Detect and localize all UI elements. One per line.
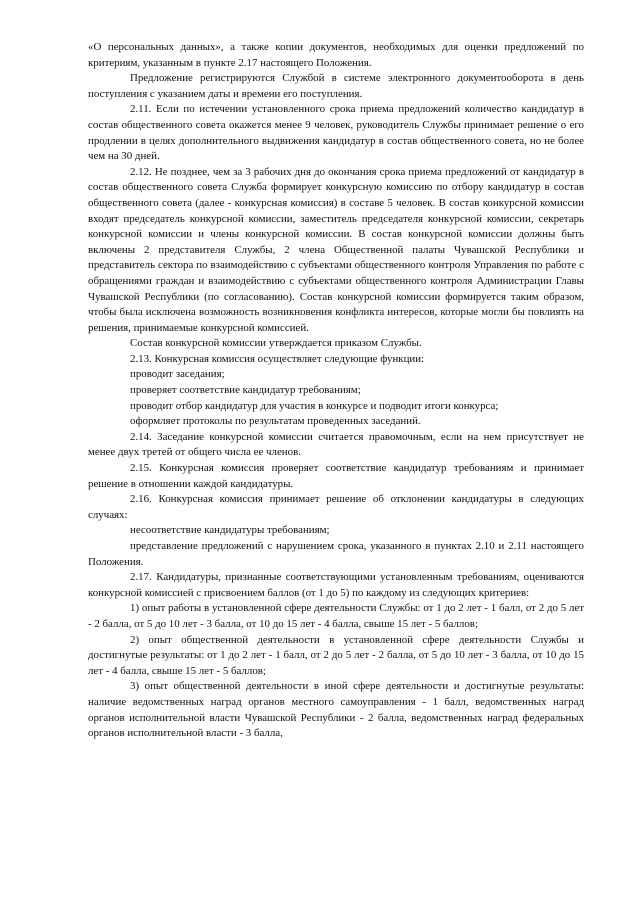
paragraph: Предложение регистрируются Службой в системе электронного документооборота в день поступления с указанием даты и времени его поступления. — [88, 72, 584, 100]
paragraph: 2.13. Конкурсная комиссия осуществляет следующие функции: — [130, 352, 425, 365]
paragraph: 3) опыт общественной деятельности в иной сфере деятельности и достигнутые результаты: наличие ведомственных наград органов местного самоуправления - 1 балл, ведомственных наград органов исполнительной власти Чувашской Республики - 2 балла, ведомственных наград федеральных органов исполнительной власти - 3 балла, — [88, 680, 584, 740]
document-page — [88, 40, 584, 742]
paragraph: 2.11. Если по истечении установленного срока приема предложений количество кандидатур в состав общественного совета окажется менее 9 человек, руководитель Службы принимает решение о его продлении в целях дополнительного выдвижения кандидатур в состав общественного совета, но не более чем на 30 дней. — [88, 103, 584, 163]
paragraph: Состав конкурсной комиссии утверждается приказом Службы. — [130, 337, 422, 350]
paragraph: 2.16. Конкурсная комиссия принимает решение об отклонении кандидатуры в следующих случаях: — [88, 493, 584, 521]
paragraph: 2.15. Конкурсная комиссия проверяет соответствие кандидатур требованиям и принимает решение в отношении каждой кандидатуры. — [88, 462, 584, 490]
paragraph: 2.14. Заседание конкурсной комиссии считается правомочным, если на нем присутствует не менее двух третей от общего числа ее членов. — [88, 430, 584, 459]
paragraph: 2) опыт общественной деятельности в установленной сфере деятельности Службы и достигнутые результаты: от 1 до 2 лет - 1 балл, от 2 до 5 лет - 2 балла, от 5 до 10 лет - 3 балла, от 10 до 15 лет - 4 балла, свыше 15 лет - 5 баллов; — [88, 633, 584, 677]
paragraph: несоответствие кандидатуры требованиям; — [130, 524, 330, 537]
paragraph: «О персональных данных», а также копии документов, необходимых для оценки предложений по критериям, указанным в пункте 2.17 настоящего Положения. — [88, 41, 584, 69]
paragraph: 2.12. Не позднее, чем за 3 рабочих дня до окончания срока приема предложений от кандидатур в состав общественного совета Служба формирует конкурсную комиссию по отбору кандидатур в состав общественного совета (далее - конкурсная комиссия) в составе 5 человек. В состав конкурсной комиссии входят председатель конкурсной комиссии, заместитель председателя конкурсной комиссии, секретарь конкурсной комиссии и члены конкурсной комиссии. В состав конкурсной комиссии должны быть включены 2 представителя Службы, 2 члена Общественной палаты Чувашской Республики и представитель сектора по взаимодействию с субъектами общественного контроля Управления по работе с обращениями граждан и взаимодействию с субъектами общественного контроля Администрации Главы Чувашской Республики (по согласованию). Состав конкурсной комиссии формируется таким образом, чтобы была исключена возможность возникновения конфликта интересов, которые могли бы повлиять на решения, принимаемые конкурсной комиссией. — [88, 165, 584, 334]
paragraph: оформляет протоколы по результатам проведенных заседаний. — [130, 415, 421, 428]
paragraph: представление предложений с нарушением срока, указанного в пунктах 2.10 и 2.11 настоящего Положения. — [88, 540, 584, 568]
paragraph: 2.17. Кандидатуры, признанные соответствующими установленным требованиям, оцениваются конкурсной комиссией с присвоением баллов (от 1 до 5) по каждому из следующих критериев: — [88, 571, 584, 599]
paragraph: проверяет соответствие кандидатур требованиям; — [130, 384, 361, 397]
paragraph: проводит отбор кандидатур для участия в конкурсе и подводит итоги конкурса; — [130, 399, 499, 412]
paragraph: 1) опыт работы в установленной сфере деятельности Службы: от 1 до 2 лет - 1 балл, от 2 до 5 лет - 2 балла, от 5 до 10 лет - 3 балла, от 10 до 15 лет - 4 балла, свыше 15 лет - 5 баллов; — [88, 602, 584, 630]
paragraph: проводит заседания; — [130, 368, 225, 381]
